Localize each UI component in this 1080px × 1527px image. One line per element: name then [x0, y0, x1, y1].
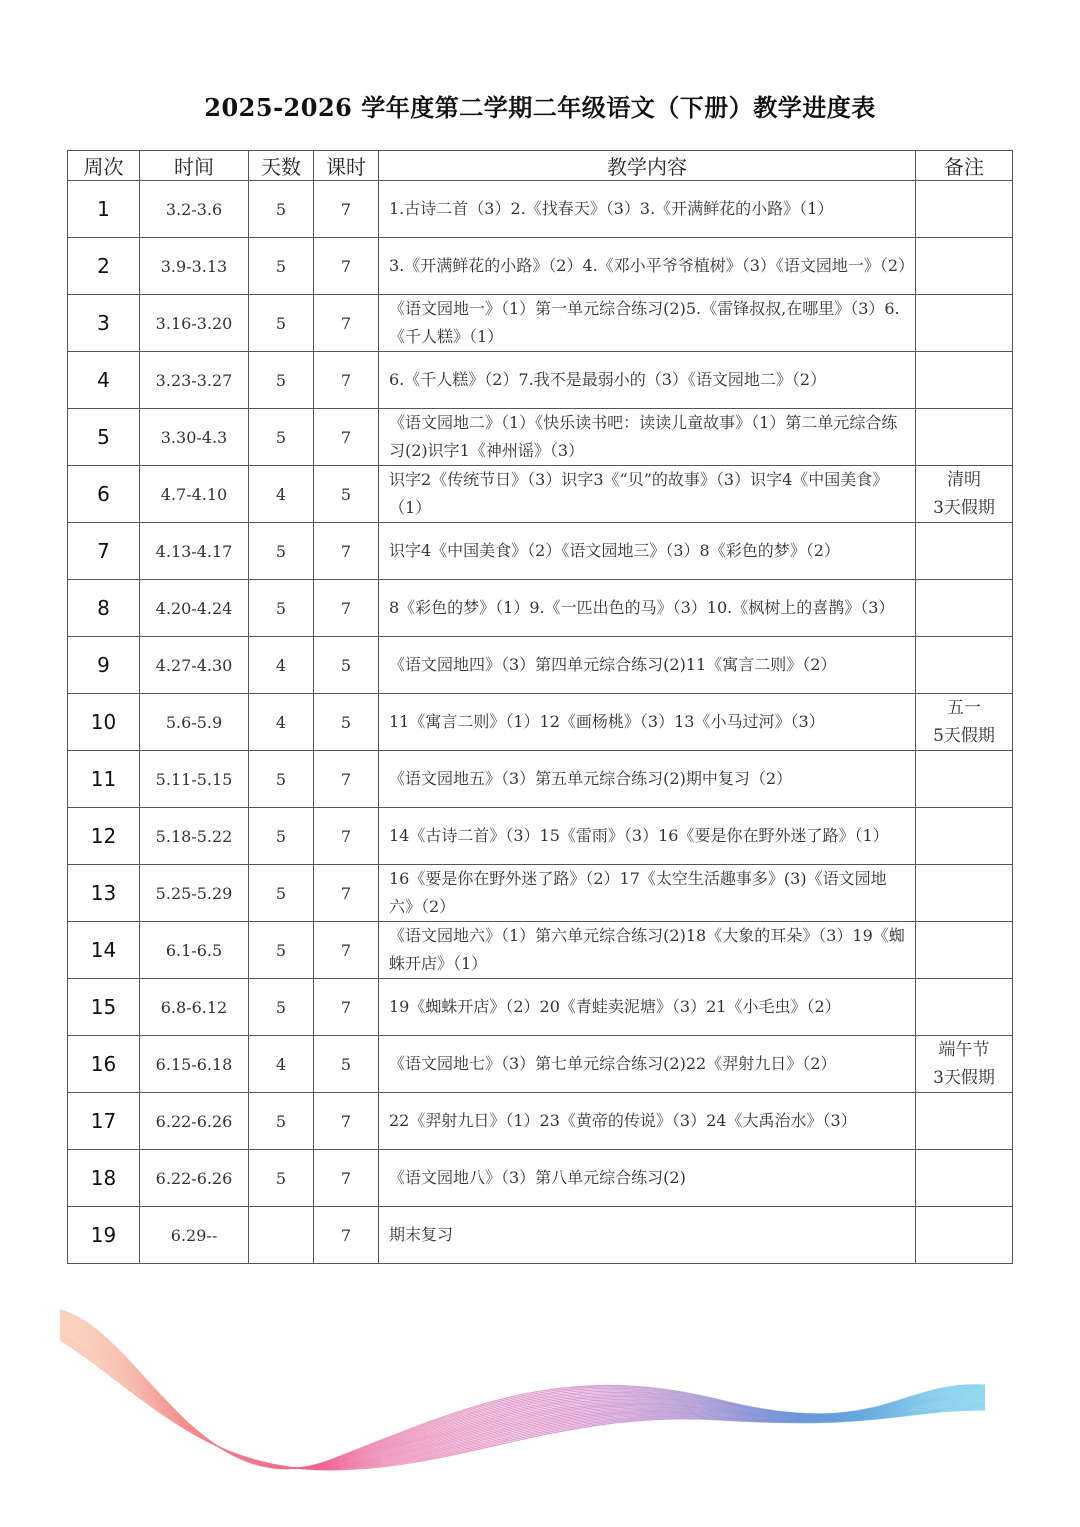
content-cell: 19《蜘蛛开店》（2）20《青蛙卖泥塘》（3）21《小毛虫》（2） [379, 979, 916, 1036]
time-cell: 3.30-4.3 [140, 409, 249, 466]
days-cell: 5 [249, 580, 314, 637]
days-cell: 5 [249, 352, 314, 409]
table-row [68, 466, 1013, 523]
notes-cell [916, 238, 1013, 295]
table-row [68, 694, 1013, 751]
note-line: 端午节 [938, 1040, 990, 1060]
lessons-cell: 5 [314, 637, 379, 694]
days-cell [249, 1207, 314, 1264]
week-cell: 4 [68, 352, 140, 409]
content-cell: 1.古诗二首（3）2.《找春天》（3）3.《开满鲜花的小路》（1） [379, 181, 916, 238]
lessons-cell: 7 [314, 523, 379, 580]
page-title: 2025-2026 学年度第二学期二年级语文（下册）教学进度表 [204, 93, 876, 122]
notes-cell [916, 466, 1013, 523]
lessons-cell: 5 [314, 1036, 379, 1093]
content-cell: 识字4《中国美食》（2）《语文园地三》（3）8《彩色的梦》（2） [379, 523, 916, 580]
content-cell: 《语文园地七》（3）第七单元综合练习(2)22《羿射九日》（2） [379, 1036, 916, 1093]
time-cell: 5.6-5.9 [140, 694, 249, 751]
days-cell: 5 [249, 808, 314, 865]
decorative-wave-graphic [0, 1290, 1080, 1527]
days-cell: 5 [249, 979, 314, 1036]
days-cell: 4 [249, 637, 314, 694]
table-row [68, 1150, 1013, 1207]
table-row [68, 238, 1013, 295]
content-cell: 《语文园地二》（1）《快乐读书吧：读读儿童故事》（1）第二单元综合练习(2)识字1《神州谣》（3） [379, 409, 916, 466]
note-line: 3天假期 [933, 1068, 995, 1088]
notes-cell [916, 295, 1013, 352]
lessons-cell: 7 [314, 1093, 379, 1150]
week-cell: 1 [68, 181, 140, 238]
notes-cell [916, 580, 1013, 637]
header-notes: 备注 [916, 151, 1013, 181]
table-row [68, 979, 1013, 1036]
table-row [68, 865, 1013, 922]
note-line: 5天假期 [933, 726, 995, 746]
content-cell: 6.《千人糕》（2）7.我不是最弱小的（3）《语文园地二》（2） [379, 352, 916, 409]
header-week: 周次 [68, 151, 140, 181]
time-cell: 3.9-3.13 [140, 238, 249, 295]
lessons-cell: 7 [314, 181, 379, 238]
lessons-cell: 7 [314, 409, 379, 466]
note-line: 3天假期 [933, 498, 995, 518]
week-cell: 10 [68, 694, 140, 751]
table-row [68, 808, 1013, 865]
table-row [68, 523, 1013, 580]
days-cell: 5 [249, 1093, 314, 1150]
content-cell: 16《要是你在野外迷了路》（2）17《太空生活趣事多》(3)《语文园地六》（2） [379, 865, 916, 922]
week-cell: 17 [68, 1093, 140, 1150]
content-cell: 22《羿射九日》（1）23《黄帝的传说》（3）24《大禹治水》（3） [379, 1093, 916, 1150]
teaching-schedule-table [67, 150, 1013, 1264]
notes-cell [916, 409, 1013, 466]
header-lessons: 课时 [314, 151, 379, 181]
content-cell: 《语文园地五》（3）第五单元综合练习(2)期中复习（2） [379, 751, 916, 808]
days-cell: 5 [249, 181, 314, 238]
notes-cell [916, 865, 1013, 922]
days-cell: 5 [249, 751, 314, 808]
notes-cell [916, 523, 1013, 580]
notes-cell [916, 352, 1013, 409]
time-cell: 6.22-6.26 [140, 1093, 249, 1150]
days-cell: 5 [249, 523, 314, 580]
time-cell: 6.1-6.5 [140, 922, 249, 979]
header-content: 教学内容 [379, 151, 916, 181]
days-cell: 5 [249, 409, 314, 466]
table-row [68, 1093, 1013, 1150]
table-row [68, 295, 1013, 352]
table-row [68, 751, 1013, 808]
lessons-cell: 7 [314, 979, 379, 1036]
week-cell: 15 [68, 979, 140, 1036]
week-cell: 5 [68, 409, 140, 466]
lessons-cell: 7 [314, 922, 379, 979]
lessons-cell: 7 [314, 352, 379, 409]
time-cell: 5.25-5.29 [140, 865, 249, 922]
week-cell: 18 [68, 1150, 140, 1207]
notes-cell [916, 979, 1013, 1036]
week-cell: 16 [68, 1036, 140, 1093]
header-days: 天数 [249, 151, 314, 181]
table-row [68, 580, 1013, 637]
lessons-cell: 7 [314, 238, 379, 295]
lessons-cell: 5 [314, 694, 379, 751]
time-cell: 6.8-6.12 [140, 979, 249, 1036]
days-cell: 4 [249, 694, 314, 751]
content-cell: 8《彩色的梦》（1）9.《一匹出色的马》（3）10.《枫树上的喜鹊》（3） [379, 580, 916, 637]
notes-cell [916, 1207, 1013, 1264]
days-cell: 4 [249, 466, 314, 523]
table-row [68, 1207, 1013, 1264]
time-cell: 6.15-6.18 [140, 1036, 249, 1093]
time-cell: 3.16-3.20 [140, 295, 249, 352]
days-cell: 4 [249, 1036, 314, 1093]
time-cell: 5.18-5.22 [140, 808, 249, 865]
time-cell: 6.29-- [140, 1207, 249, 1264]
content-cell: 《语文园地一》（1）第一单元综合练习(2)5.《雷锋叔叔,在哪里》（3）6.《千人糕》（1） [379, 295, 916, 352]
lessons-cell: 7 [314, 1150, 379, 1207]
lessons-cell: 7 [314, 751, 379, 808]
table-row [68, 637, 1013, 694]
week-cell: 2 [68, 238, 140, 295]
days-cell: 5 [249, 1150, 314, 1207]
week-cell: 3 [68, 295, 140, 352]
lessons-cell: 7 [314, 1207, 379, 1264]
note-line: 清明 [947, 470, 981, 490]
week-cell: 6 [68, 466, 140, 523]
week-cell: 12 [68, 808, 140, 865]
days-cell: 5 [249, 922, 314, 979]
content-cell: 11《寓言二则》（1）12《画杨桃》（3）13《小马过河》（3） [379, 694, 916, 751]
table-row [68, 409, 1013, 466]
notes-cell [916, 1093, 1013, 1150]
lessons-cell: 7 [314, 580, 379, 637]
notes-cell [916, 751, 1013, 808]
week-cell: 8 [68, 580, 140, 637]
time-cell: 5.11-5.15 [140, 751, 249, 808]
content-cell: 《语文园地八》（3）第八单元综合练习(2) [379, 1150, 916, 1207]
content-cell: 《语文园地六》（1）第六单元综合练习(2)18《大象的耳朵》（3）19《蜘蛛开店》（1） [379, 922, 916, 979]
lessons-cell: 7 [314, 865, 379, 922]
table-row [68, 922, 1013, 979]
week-cell: 11 [68, 751, 140, 808]
lessons-cell: 7 [314, 808, 379, 865]
table-row [68, 352, 1013, 409]
time-cell: 4.20-4.24 [140, 580, 249, 637]
lessons-cell: 5 [314, 466, 379, 523]
time-cell: 3.23-3.27 [140, 352, 249, 409]
lessons-cell: 7 [314, 295, 379, 352]
table-row [68, 181, 1013, 238]
week-cell: 14 [68, 922, 140, 979]
time-cell: 3.2-3.6 [140, 181, 249, 238]
week-cell: 7 [68, 523, 140, 580]
week-cell: 19 [68, 1207, 140, 1264]
notes-cell [916, 808, 1013, 865]
notes-cell [916, 1036, 1013, 1093]
header-time: 时间 [140, 151, 249, 181]
notes-cell [916, 694, 1013, 751]
table-header-row [68, 151, 1013, 181]
week-cell: 13 [68, 865, 140, 922]
content-cell: 期末复习 [379, 1207, 916, 1264]
notes-cell [916, 637, 1013, 694]
days-cell: 5 [249, 295, 314, 352]
days-cell: 5 [249, 238, 314, 295]
days-cell: 5 [249, 865, 314, 922]
time-cell: 4.7-4.10 [140, 466, 249, 523]
notes-cell [916, 1150, 1013, 1207]
content-cell: 识字2《传统节日》（3）识字3《“贝”的故事》（3）识字4《中国美食》（1） [379, 466, 916, 523]
table-row [68, 1036, 1013, 1093]
week-cell: 9 [68, 637, 140, 694]
note-line: 五一 [947, 698, 981, 718]
content-cell: 14《古诗二首》（3）15《雷雨》（3）16《要是你在野外迷了路》（1） [379, 808, 916, 865]
content-cell: 3.《开满鲜花的小路》（2）4.《邓小平爷爷植树》（3）《语文园地一》（2） [379, 238, 916, 295]
time-cell: 4.27-4.30 [140, 637, 249, 694]
notes-cell [916, 181, 1013, 238]
content-cell: 《语文园地四》（3）第四单元综合练习(2)11《寓言二则》（2） [379, 637, 916, 694]
time-cell: 6.22-6.26 [140, 1150, 249, 1207]
time-cell: 4.13-4.17 [140, 523, 249, 580]
notes-cell [916, 922, 1013, 979]
